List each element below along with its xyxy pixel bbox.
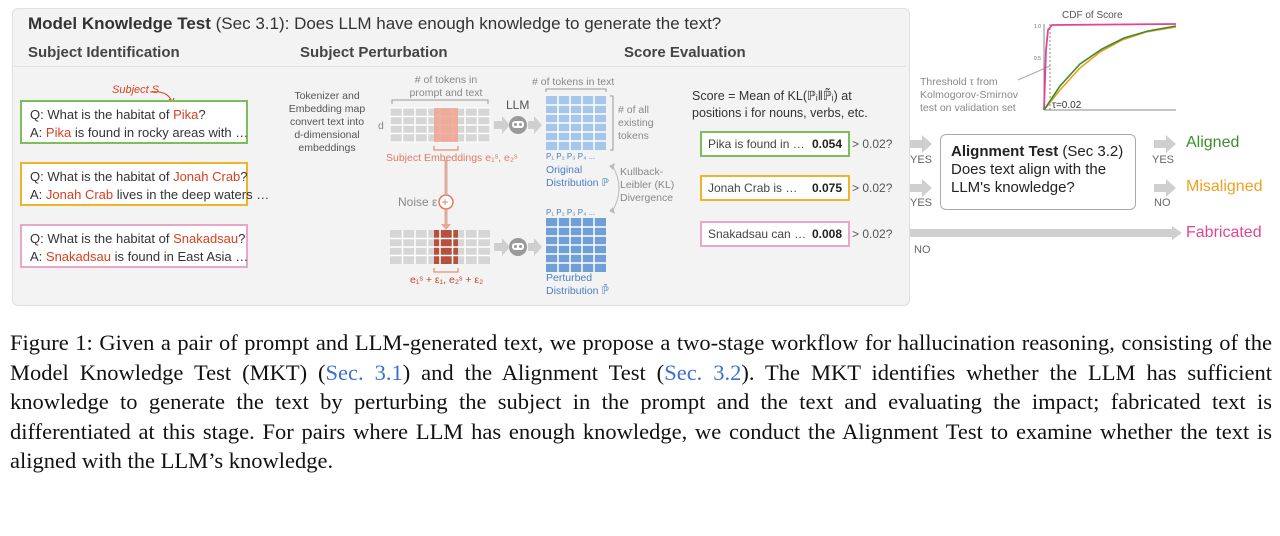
no-label: NO (1154, 197, 1171, 209)
d-label: d (378, 120, 384, 132)
original-distribution-label: Original Distribution ℙ (546, 164, 609, 189)
yes-label: YES (1152, 154, 1175, 166)
llm-robot-icon-perturbed (509, 238, 527, 256)
result-misaligned: Misaligned (1186, 178, 1263, 195)
original-p-labels: P₁ P₂ P₃ P₄ ... (546, 152, 596, 161)
svg-text:0.5: 0.5 (1034, 56, 1041, 62)
example-pika: Q: What is the habitat of Pika? A: Pika is found in rocky areas with … (20, 100, 248, 144)
svg-text:1.0: 1.0 (1034, 24, 1041, 30)
threshold-check: > 0.02? (852, 181, 893, 195)
all-tokens-label: # of all existing tokens (618, 104, 654, 142)
original-distribution-grid (546, 96, 606, 150)
llm-label: LLM (506, 98, 530, 112)
tau-label: τ=0.02 (1052, 100, 1082, 111)
perturbed-distribution-grid (546, 218, 606, 272)
perturbed-p-labels: P₁ P₂ P₃ P₄ ... (546, 208, 596, 217)
yes-label: YES (910, 154, 933, 166)
example-snakadsau: Q: What is the habitat of Snakadsau? A: Snakadsau is found in East Asia … (20, 224, 248, 268)
noise-label: Noise ε (398, 195, 438, 209)
yes-label: YES (910, 197, 933, 209)
score-formula: Score = Mean of KL(ℙᵢ‖ℙ̃ᵢ) at positions i for nouns, verbs, etc. (692, 89, 868, 120)
tokenizer-description: Tokenizer and Embedding map convert text into d-dimensional embeddings (288, 90, 366, 154)
tokens-prompt-label: # of tokens in prompt and text (409, 74, 483, 99)
result-fabricated: Fabricated (1186, 224, 1262, 241)
figure-title: Model Knowledge Test (Sec 3.1): Does LLM have enough knowledge to generate the text? (28, 14, 722, 33)
score-box-jonah-crab: Jonah Crab is … 0.075 (700, 175, 850, 201)
ref-sec-3-2[interactable]: Sec. 3.2 (664, 359, 742, 385)
threshold-description: Threshold τ from Kolmogorov-Smirnov test on validation set (920, 76, 1019, 114)
alignment-test-box: Alignment Test (Sec 3.2) Does text align with the LLM's knowledge? (940, 134, 1136, 210)
no-label: NO (914, 244, 931, 256)
llm-robot-icon (509, 116, 527, 134)
perturbed-embeddings-label: e₁ˢ + ε₁, e₂ˢ + ε₂ (410, 274, 484, 286)
result-aligned: Aligned (1186, 134, 1240, 151)
embedding-grid-perturbed (390, 230, 490, 264)
embedding-grid-original (390, 108, 490, 142)
ref-sec-3-1[interactable]: Sec. 3.1 (325, 359, 403, 385)
stage-subject-perturbation: Subject Perturbation (300, 44, 448, 61)
threshold-check: > 0.02? (852, 137, 893, 151)
score-box-snakadsau: Snakadsau can … 0.008 (700, 221, 850, 247)
tokens-text-label: # of tokens in text (532, 76, 615, 88)
subject-embeddings-label: Subject Embeddings e₁ˢ, e₂ˢ (386, 152, 518, 164)
subject-label: Subject S (112, 84, 160, 96)
kl-divergence-label: Kullback- Leibler (KL) Divergence (620, 166, 675, 204)
score-box-pika: Pika is found in … 0.054 (700, 131, 850, 157)
threshold-check: > 0.02? (852, 227, 893, 241)
perturbed-distribution-label: Perturbed Distribution ℙ̃ (546, 272, 609, 297)
example-jonah-crab: Q: What is the habitat of Jonah Crab? A: Jonah Crab lives in the deep waters … (20, 162, 248, 206)
stage-subject-identification: Subject Identification (28, 44, 180, 61)
figure-caption: Figure 1: Given a pair of prompt and LLM-generated text, we propose a two-stage workflow for hallucination reasoning, consisting of the Model Knowledge Test (MKT) (Sec. 3.1) and the Alignment Test (Sec. 3.2). The MKT identifies whether the LLM has sufficient knowledge to generate the text by perturbing the subject in the prompt and the text and evaluating the impact; fabricated text is differentiated at this stage. For pairs where LLM has enough knowledge, we conduct the Alignment Test to examine whether the text is aligned with the LLM’s knowledge. (10, 330, 1272, 473)
cdf-title: CDF of Score (1062, 10, 1123, 21)
svg-text:+: + (441, 195, 449, 209)
stage-score-evaluation: Score Evaluation (624, 44, 746, 61)
